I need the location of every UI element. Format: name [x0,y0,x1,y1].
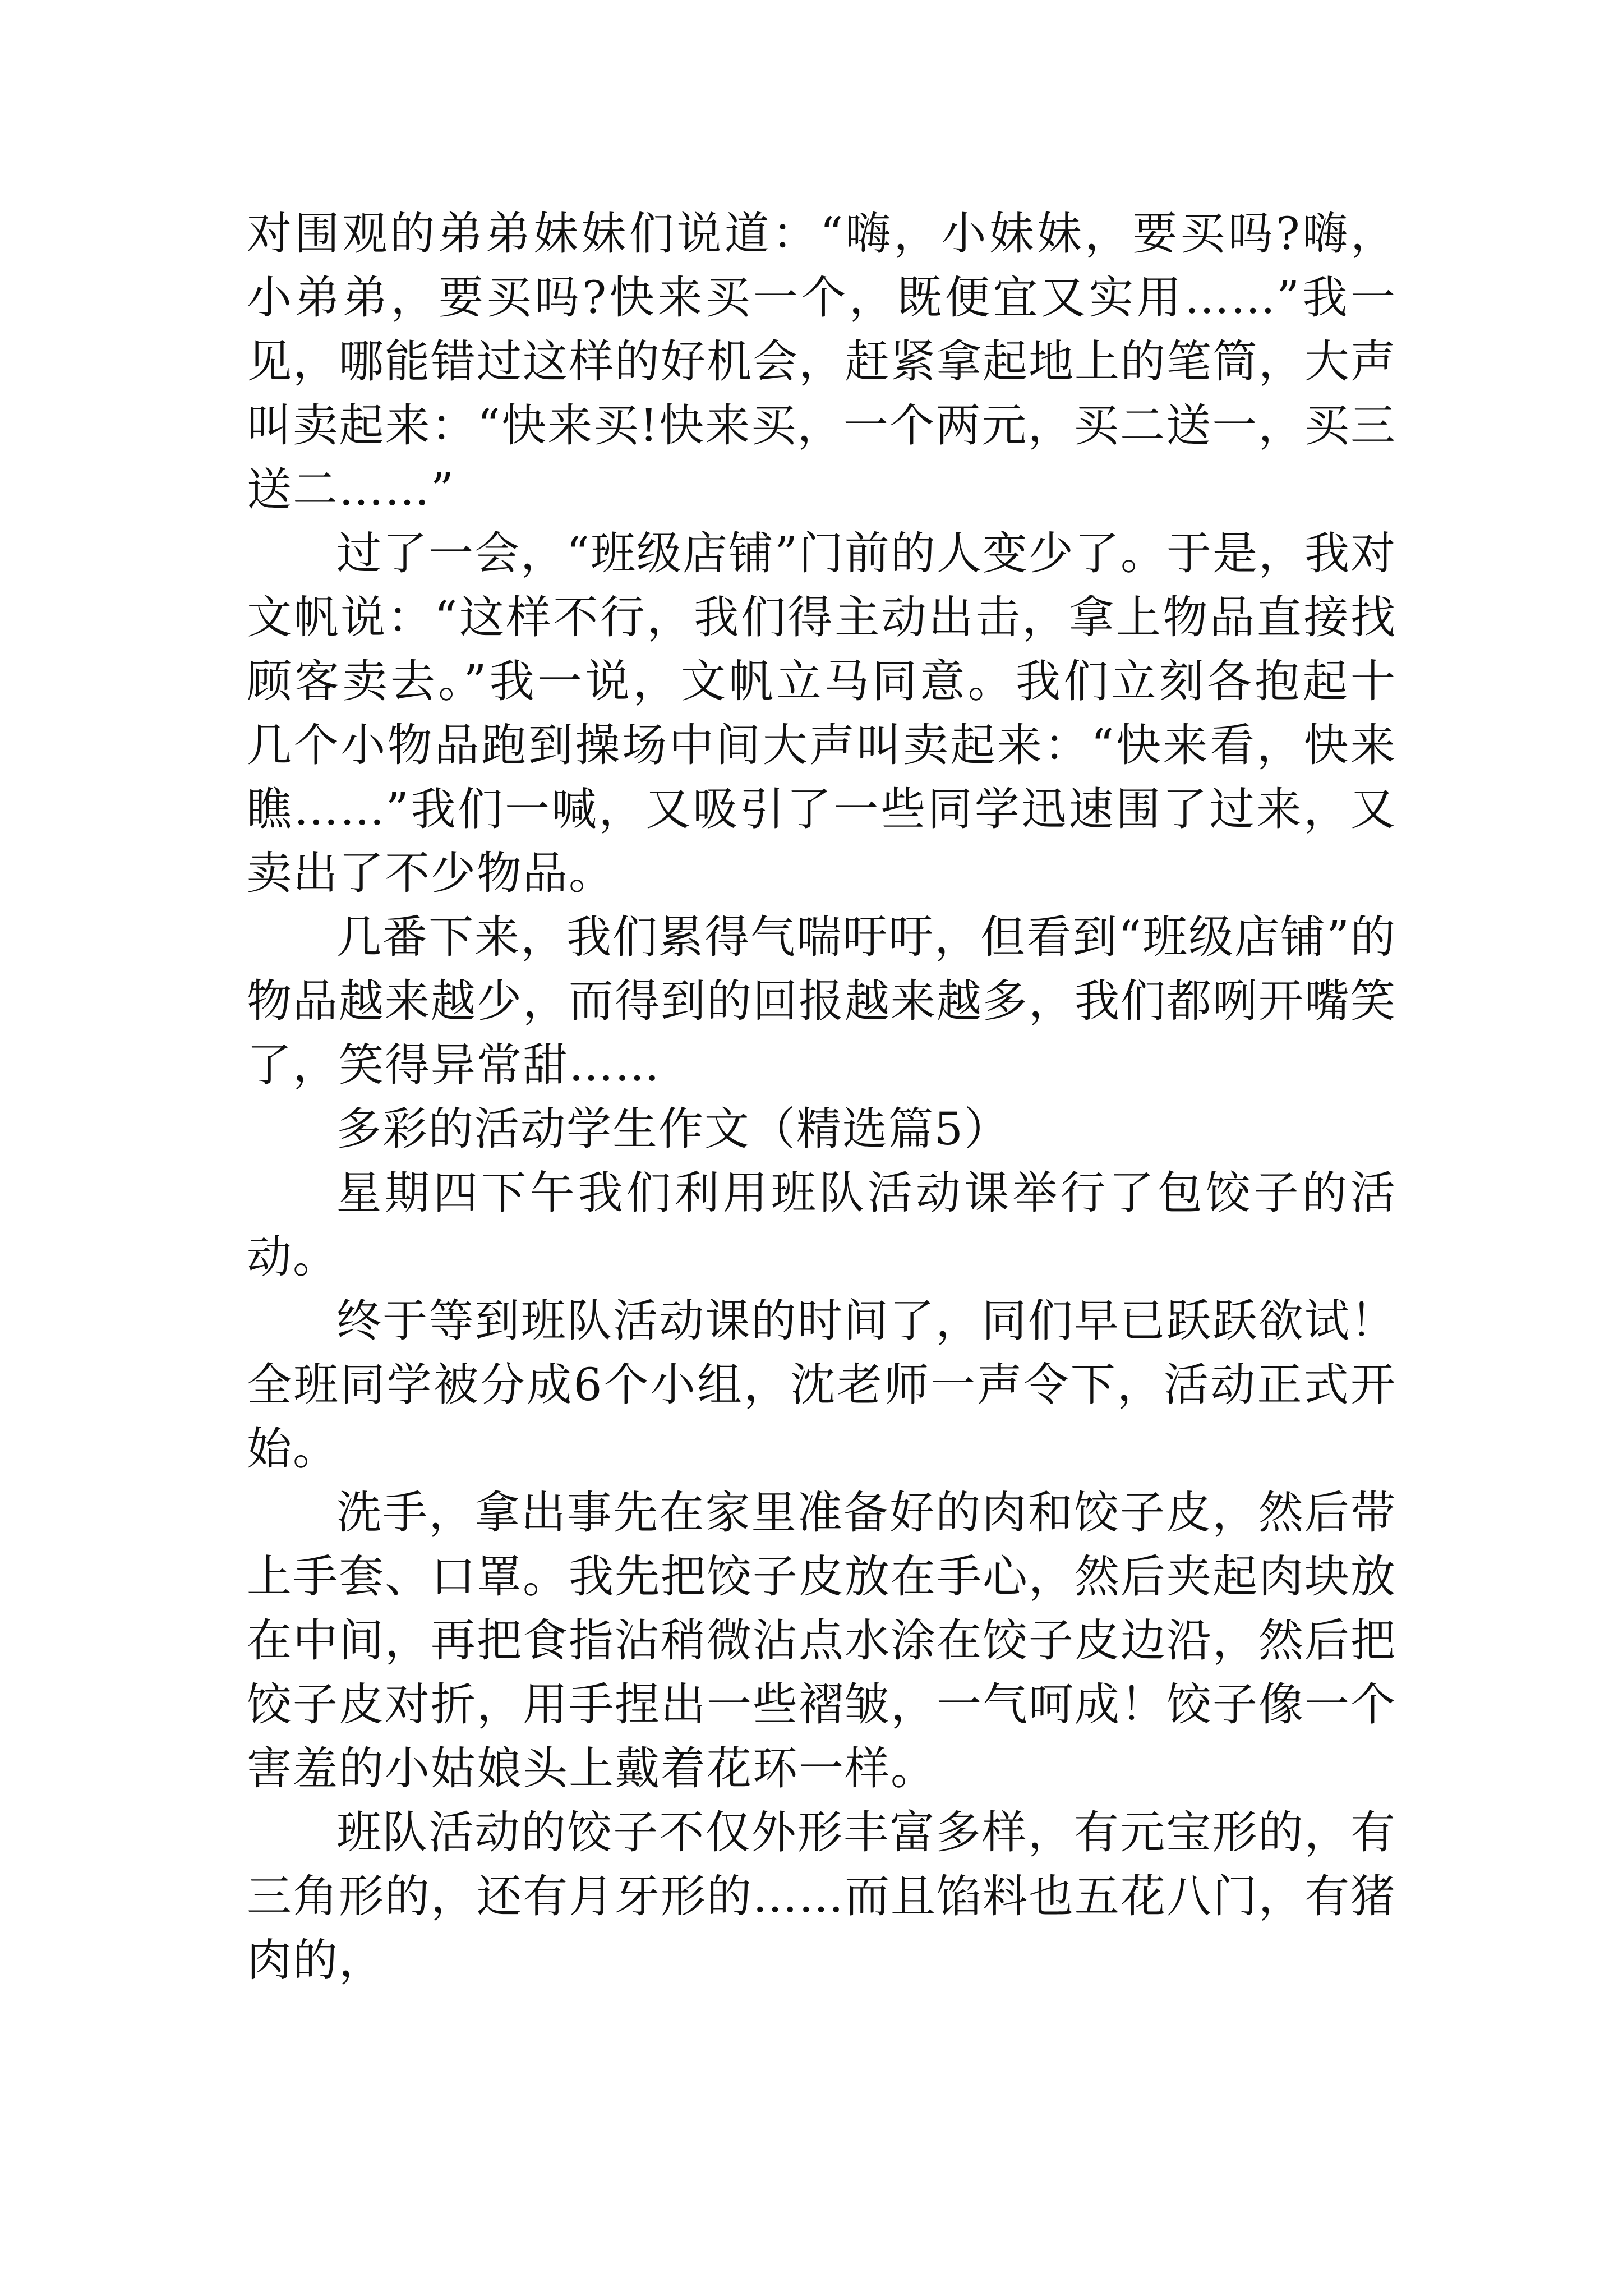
paragraph-5: 终于等到班队活动课的时间了，同们早已跃跃欲试！全班同学被分成6个小组，沈老师一声令下，活动正式开始。 [247,1295,1396,1475]
paragraph-1: 对围观的弟弟妹妹们说道：“嗨，小妹妹，要买吗?嗨，小弟弟，要买吗?快来买一个，既便宜又实用……”我一见，哪能错过这样的好机会，赶紧拿起地上的笔筒，大声叫卖起来：“快来买!快来买，一个两元，买二送一，买三送二……” [247,208,1396,516]
paragraph-7: 班队活动的饺子不仅外形丰富多样，有元宝形的，有三角形的，还有月牙形的……而且馅料也五花八门，有猪肉的， [247,1806,1396,1986]
section-heading: 多彩的活动学生作文（精选篇5） [336,1103,1010,1155]
essay-body [247,202,1396,1993]
paragraph-3: 几番下来，我们累得气喘吁吁，但看到“班级店铺”的物品越来越少，而得到的回报越来越多，我们都咧开嘴笑了，笑得异常甜…… [247,911,1396,1091]
paragraph-4: 星期四下午我们利用班队活动课举行了包饺子的活动。 [247,1167,1396,1283]
paragraph-2: 过了一会，“班级店铺”门前的人变少了。于是，我对文帆说：“这样不行，我们得主动出击，拿上物品直接找顾客卖去。”我一说，文帆立马同意。我们立刻各抱起十几个小物品跑到操场中间大声叫卖起来：“快来看，快来瞧……”我们一喊，又吸引了一些同学迅速围了过来，又卖出了不少物品。 [247,527,1396,899]
paragraph-6: 洗手，拿出事先在家里准备好的肉和饺子皮，然后带上手套、口罩。我先把饺子皮放在手心，然后夹起肉块放在中间，再把食指沾稍微沾点水涂在饺子皮边沿，然后把饺子皮对折，用手捏出一些褶皱，一气呵成！饺子像一个害羞的小姑娘头上戴着花环一样。 [247,1487,1396,1795]
